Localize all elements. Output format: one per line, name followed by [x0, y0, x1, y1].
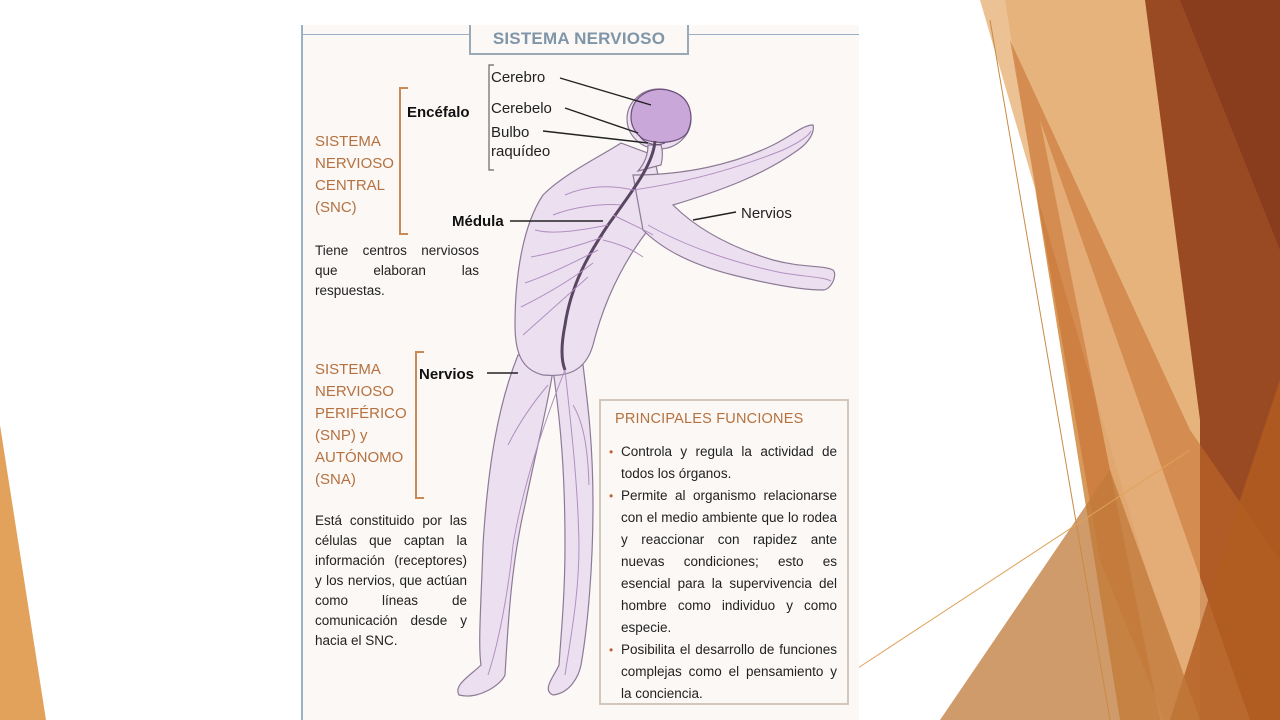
snp-line-6: (SNA) [315, 471, 356, 488]
snp-line-3: PERIFÉRICO [315, 405, 407, 422]
bullet-icon: • [609, 643, 614, 657]
nervous-system-figure [301, 25, 859, 720]
label-cerebelo: Cerebelo [491, 100, 552, 117]
diagram-title: SISTEMA NERVIOSO [469, 25, 689, 55]
function-item-text: Permite al organismo relacionarse con el medio ambiente que lo rodea y reaccionar con rapidez ante nuevas condiciones; esto es esencial para la supervivencia del hombre como individuo y como especie. [621, 488, 837, 635]
function-item [609, 639, 837, 705]
label-encefalo: Encéfalo [407, 104, 470, 121]
snc-line-1: SISTEMA [315, 133, 381, 150]
snp-line-1: SISTEMA [315, 361, 381, 378]
snp-line-5: AUTÓNOMO [315, 449, 404, 466]
functions-title: PRINCIPALES FUNCIONES [615, 411, 804, 427]
pointer-cerebro [560, 78, 651, 105]
label-medula: Médula [452, 213, 504, 230]
brain [631, 89, 691, 142]
snc-heading [315, 131, 394, 219]
function-item-text: Controla y regula la actividad de todos los órganos. [621, 444, 837, 481]
function-item-text: Posibilita el desarrollo de funciones complejas como el pensamiento y la conciencia. [621, 642, 837, 701]
function-item [609, 485, 837, 639]
left-leg [458, 355, 553, 696]
snp-bracket [415, 351, 424, 499]
snp-line-4: (SNP) y [315, 427, 368, 444]
snc-line-4: (SNC) [315, 199, 357, 216]
pointer-nervios-arm [693, 212, 736, 220]
snc-bracket [399, 87, 408, 235]
snp-heading [315, 359, 407, 491]
right-leg [548, 365, 593, 695]
bullet-icon: • [609, 445, 614, 459]
left-corner-shape [0, 425, 46, 720]
label-nervios-leg: Nervios [419, 366, 475, 383]
functions-list [609, 441, 837, 705]
label-cerebro: Cerebro [491, 69, 546, 86]
label-bulbo: Bulbo [491, 124, 530, 141]
label-raquideo: raquídeo [491, 143, 551, 160]
snc-line-2: NERVIOSO [315, 155, 394, 172]
snp-description: Está constituido por las células que captan la información (receptores) y los nervios, que actúan como líneas de comunicación desde y hacia el SNC. [315, 513, 467, 648]
snp-line-2: NERVIOSO [315, 383, 394, 400]
snc-description: Tiene centros nerviosos que elaboran las respuestas. [315, 243, 479, 298]
snc-line-3: CENTRAL [315, 177, 386, 194]
functions-box [599, 399, 849, 705]
arm [633, 125, 835, 290]
bullet-icon: • [609, 489, 614, 503]
label-nervios-arm: Nervios [741, 205, 792, 222]
function-item [609, 441, 837, 485]
